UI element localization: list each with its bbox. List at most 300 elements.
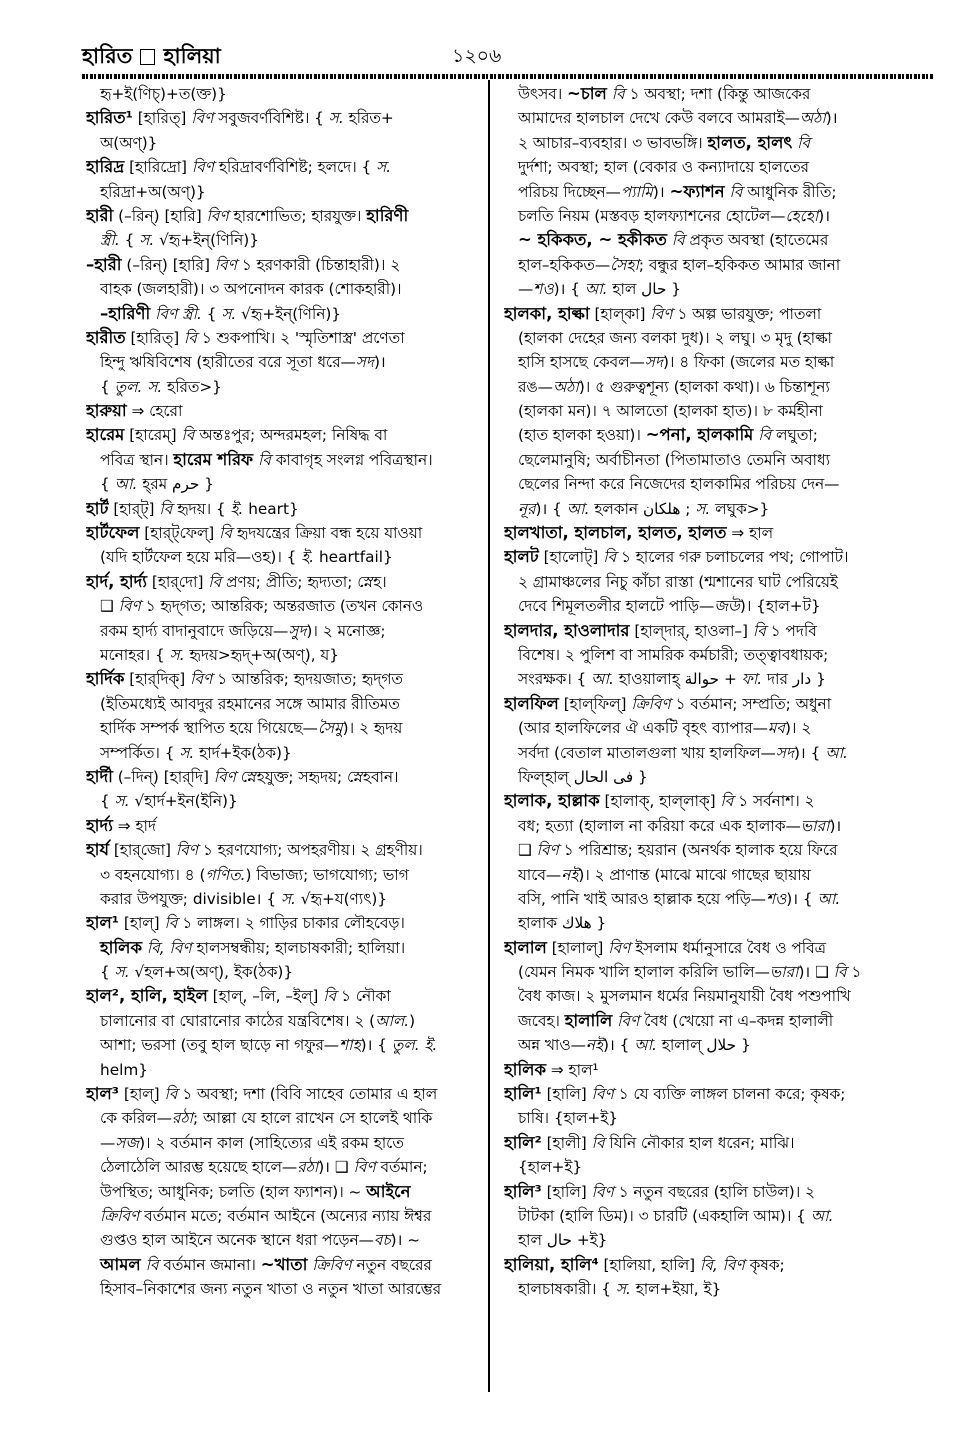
entry-line [86,423,484,447]
grammar-label: স. [221,304,237,323]
grammar-label: স. [169,645,185,664]
definition-text: (যেমন নিমক খালি হালাল করিলি ভালি— [518,963,770,982]
definition-text: বৈধ (খেয়ো না এ–কদন্ন হালালী [639,1011,834,1030]
definition-text: (ইতিমধ্যেই আবদুর রহমানের সঙ্গে আমার রীতিমত [100,694,400,713]
separator-box-icon [140,49,155,65]
definition-text: [হারিদ্রো] [124,158,192,177]
definition-text: )। [652,182,670,201]
definition-text: )। [825,109,838,128]
grammar-label: স. [328,109,344,128]
entry-continuation-line [504,1204,936,1228]
definition-text: ২ গ্রামাঞ্চলের নিচু কাঁচা রাস্তা (শ্মশানের ঘাট পেরিয়েই [518,572,838,591]
definition-text: [হালাক্, হাল্‌লাক্] [599,792,721,811]
entry-line [86,253,484,277]
grammar-label: আ. [114,475,138,494]
headword: হারিত¹ [86,108,133,128]
headword: হালিক [504,1059,547,1079]
grammar-label: ক্রিবিণ [312,1255,352,1274]
definition-text: { [100,475,115,494]
definition-text: [হারেম্] [124,426,182,445]
grammar-label: জউ [714,597,740,616]
definition-text: )। [818,206,831,225]
first-headword: হারিত [82,44,133,68]
grammar-label: বি [181,426,195,445]
grammar-label: সৈমু [317,719,343,738]
definition-text: ৩ বহনযোগ্য। ৪ ( [100,865,206,884]
entry-continuation-line [504,1277,936,1301]
definition-text: চালানোর বা ঘোরানোর কাঠের যন্ত্রবিশেষ। ২ ( [100,1011,376,1030]
headword: হালদার, হাওলাদার [504,620,630,640]
entry-line [86,497,484,521]
entry-line [504,1253,936,1277]
definition-text: )। { [360,1036,392,1055]
definition-text: )। {হাল+ট} [739,597,821,616]
grammar-label: আ. [566,499,590,518]
definition-text: ⇒ হেরো [126,402,183,421]
grammar-label: বিণ [617,1011,640,1030]
entry-continuation-line [504,277,936,301]
definition-text: বিশেষ। ২ পুলিশ বা সামরিক কর্মচারী; তত্ত্বাবধায়ক; [518,645,829,664]
definition-text: হলকান هلكان ; [589,499,696,518]
definition-text: বসি, পানি খাই আরও হাল্লাক হয়ে পড়ি— [518,889,766,908]
entry-line [86,911,484,935]
definition-text: [হালি] [541,1182,592,1201]
entry-continuation-line [504,814,936,838]
entry-line [504,936,936,960]
entry-continuation-line [504,131,936,155]
entry-continuation-line [504,253,936,277]
grammar-label: বিণ [353,1158,376,1177]
grammar-label: শাহ [339,1036,361,1055]
definition-text: ১ নতুন বছরের (হালি চাউল)। ২ [613,1182,815,1201]
definition-text: ❑ [518,841,537,860]
grammar-label: শও [533,280,554,299]
grammar-label: বচ [373,1231,391,1250]
entry-continuation-line [86,716,484,740]
definition-text: ২ আচার–ব্যবহার। ৩ ভাবভঙ্গি। [518,133,708,152]
running-head [82,40,221,75]
headword: ~পনা, হালকামি [645,425,754,445]
grammar-label: ভারা [769,963,799,982]
entry-continuation-line [86,1180,484,1204]
grammar-label: ক্রিবিণ [100,1206,140,1225]
grammar-label: বিণ [175,841,198,860]
headword: হারেম [86,425,125,445]
definition-text: অন্ন খাও— [518,1036,586,1055]
headword: হালি² [504,1132,542,1152]
definition-text: বর্তমান; [375,1158,428,1177]
definition-text: হরিত>} [162,377,222,396]
definition-text: গুপ্তও হাল আইনে অনেক স্থানে ধরা পড়েন— [100,1231,374,1250]
definition-text: )। ২ মনোজ্ঞ; [306,621,386,640]
definition-text: [হারিত্] [125,328,185,347]
definition-text: ⇒ হাল [726,524,773,543]
entry-continuation-line [86,594,484,618]
definition-text: ঠেলাঠেলি আরম্ভ হয়েছে হালে— [100,1158,298,1177]
headword: হারেম শরিফ [173,449,254,469]
headword: হালট [504,547,539,567]
entry-continuation-line [86,448,484,472]
definition-text: )। { [602,1036,635,1055]
headword: হার্দ্য [86,815,113,835]
definition-text: [হালোট্] [538,548,604,567]
definition-text: (–দিন্) [হার্‌দি] [112,767,214,786]
definition-text: helm} [100,1060,148,1079]
grammar-label: বি [591,1133,605,1152]
definition-text: ছেলেমানুষি; অর্বাচীনতা (পিতামাতাও তেমনি অবাধ্য [518,450,831,469]
definition-text: [হার্‌ট্‌ফেল্] [139,524,220,543]
definition-text: ১ হরণকারী (চিন্তাহারী)। ২ [236,255,401,274]
grammar-label: বি [833,963,847,982]
definition-text: ১ হৃদ্‌গত; আন্তরিক; অন্তরজাত (তখন কোনও [140,597,424,616]
definition-text: ১ অল্প ভারযুক্ত; পাতলা [672,304,822,323]
definition-text: [হাল্‌কা] [589,304,651,323]
grammar-label: বিণ [191,158,215,177]
headword: ~ হকিকত, ~ হকীকত [518,230,667,250]
definition-text: √হৃ+ইন্(ণিনি)} [236,304,342,323]
definition-text: লঘুতা; [771,426,818,445]
entry-continuation-line [86,375,484,399]
definition-text: ) [409,1011,416,1030]
grammar-label: রঠা [297,1158,319,1177]
headword: –হারী [86,254,122,274]
definition-text: ১ হরণযোগ্য; অপহরণীয়। ২ গ্রহণীয়। [198,841,423,860]
headword: হালালি [564,1010,613,1030]
entry-line [86,399,484,423]
entry-line [504,692,936,716]
grammar-label: বি [671,231,685,250]
definition-text: { [100,792,115,811]
entry-continuation-line [504,911,936,935]
definition-text: )। ২ [784,719,812,738]
grammar-label: বি, বিণ [146,938,192,957]
entry-continuation-line [86,472,484,496]
entry-line [504,302,936,326]
grammar-label: আ. [810,1206,834,1225]
entry-line [504,1131,936,1155]
grammar-label: বিণ [213,767,236,786]
entry-continuation-line [504,350,936,374]
grammar-label: আ. [817,889,841,908]
headword: ~চাল [567,84,607,103]
headword: হাল¹ [86,913,119,933]
definition-text: জবেহ। [518,1011,565,1030]
definition-text: সম্পর্কিত। { [100,743,180,762]
headword: হালিয়া, হালি⁴ [504,1254,599,1274]
definition-text: ১ লাঙ্গল। ২ গাড়ির চাকার লৌহবেড়। [177,914,405,933]
grammar-label: আ. [584,280,608,299]
entry-continuation-line [86,131,484,155]
headword: হার্ট [86,498,109,518]
headword: হালকা, হাল্কা [504,303,590,323]
definition-text: বাহক (জলহারী)। ৩ অপনোদন কারক (শোকহারী)। [100,280,402,299]
grammar-label: বিণ [591,1182,614,1201]
definition-text: হালাল্ حلال } [656,1036,751,1055]
entry-continuation-line [86,302,484,326]
definition-text: হালসম্বন্ধীয়; হালচাষকারী; হালিয়া। [191,938,406,957]
definition-text: হাল حال } [607,280,682,299]
grammar-label: বি [164,1085,178,1104]
entry-continuation-line [504,716,936,740]
definition-text: ১ পদবি [765,621,817,640]
grammar-label: অঠা [799,109,826,128]
entry-continuation-line [504,741,936,765]
headword: হালিক [100,937,143,957]
definition-text: কে করিল— [100,1109,172,1128]
entry-continuation-line [86,789,484,813]
entry-continuation-line [86,277,484,301]
definition-text: প্রণয়; প্রীতি; হৃদ্যতা; স্নেহ। [221,572,387,591]
definition-text: )। ❑ [798,963,834,982]
definition-text: বর্তমান মতে; বর্তমান আইনে (অন্যের ন্যায় ঈশ্বর [139,1206,432,1225]
headword: –হারিণী [100,303,151,323]
entry-continuation-line [86,1106,484,1130]
definition-text: সংরক্ষক। { [518,670,592,689]
entry-line [86,326,484,350]
definition-text: ⇒ হাল¹ [546,1060,599,1079]
definition-text: দুর্দশা; অবস্থা; হাল (বেকার ও কন্যাদায়ে হালতের [518,158,809,177]
right-column [504,82,936,1302]
definition-text: )। ৫ গুরুত্বশূন্য (হালকা কথা)। ৬ চিন্তাশূন্য [578,377,830,396]
definition-text: √হার্দ+ইন(ইনি)} [129,792,238,811]
grammar-label: বি [611,85,625,103]
definition-text: হারশোভিত; হারযুক্ত। [228,206,367,225]
last-headword: হালিয়া [163,44,221,68]
entry-line [504,1180,936,1204]
grammar-label: ই. [230,499,244,518]
entry-continuation-line [504,960,936,984]
grammar-label: নই [561,865,579,884]
definition-text: )। { [553,280,585,299]
entry-line [86,204,484,228]
definition-text: যাবে— [518,865,562,884]
headword: হালাল [504,937,547,957]
entry-line [504,545,936,569]
grammar-label: অঠা [552,377,579,396]
definition-text: দেবে শিমূলতলীর হালটে পাড়ি— [518,597,715,616]
entry-line [504,789,936,813]
entry-continuation-line [504,1106,936,1130]
definition-text: হিসাব–নিকাশের জন্য নতুন খাতা ও নতুন খাতা আরম্ভের [100,1280,442,1299]
grammar-label: বিণ [650,304,673,323]
grammar-label: বি [164,914,178,933]
grammar-label: বিণ [190,670,213,689]
grammar-label: বি, বিণ [700,1255,745,1274]
definition-text: বধ; হত্যা (হালাল না করিয়া করে এক হালাক— [518,816,801,835]
grammar-label: মব [767,719,785,738]
grammar-label: স. [179,743,195,762]
grammar-label: ই. [301,548,315,567]
definition-text: { [100,377,115,396]
headword: আমল [100,1254,141,1274]
entry-continuation-line [504,180,936,204]
left-column [86,82,484,1302]
grammar-label: সদ [644,353,663,372]
definition-text: (–রিন্) [হারি] [121,255,215,274]
definition-text: কাবাগৃহ সংলগ্ন পবিত্রস্থান। [270,450,433,469]
definition-text: হিন্দু ঋষিবিশেষ (হারীতের বরে সূতা ধরে— [100,353,356,372]
entry-line [86,570,484,594]
grammar-label: সুদ [288,621,307,640]
definition-text: { [119,231,140,250]
definition-text: { [201,304,222,323]
definition-text: নতুন বছরের [351,1255,432,1274]
definition-text: হাল حال +ই} [518,1231,608,1250]
headword: হালত, হালৎ [707,132,793,152]
grammar-label: বিণ [118,597,141,616]
definition-text: heart} [243,499,299,518]
definition-text: লঘুক>} [710,499,770,518]
entry-continuation-line [504,497,936,521]
definition-text: উপস্থিত; আধুনিক; চলতি (হাল ফ্যাশন)। ~ [100,1182,367,1201]
grammar-label: ভারা [800,816,830,835]
grammar-label: বি [219,524,232,543]
definition-text: )। { [786,889,818,908]
headword: হার্দিক [86,669,125,689]
definition-text: [হাল্, –লি, –ইল্] [207,987,324,1006]
entry-continuation-line [504,1009,936,1033]
headword: হার্য [86,840,109,860]
entry-continuation-line [504,984,936,1008]
definition-text: হার্দিক সম্পর্ক স্থাপিত হয়ে গিয়েছে— [100,719,318,738]
headword: হালফিল [504,693,559,713]
column-divider [488,80,490,1392]
entry-continuation-line [504,667,936,691]
definition-text: ১ অবস্থা; দশা (কিন্তু আজকের [624,85,811,103]
entry-continuation-line [86,1033,484,1057]
definition-text: ; আল্লা যে হালে রাখেন সে হালেই থাকি [193,1109,433,1128]
definition-text: হ্‌রম حرم } [137,475,214,494]
headword: হালি³ [504,1181,542,1201]
definition-text: কৃষক; [744,1255,785,1274]
entry-continuation-line [86,1155,484,1179]
definition-text: ) বিভাজ্য; ভাগযোগ্য; ভাগ [245,865,409,884]
definition-text: প্রকৃত অবস্থা (হাতেমের [684,231,829,250]
definition-text: ১ আন্তরিক; হৃদয়জাত; হৃদ্‌গত [212,670,403,689]
definition-text: ১ নৌকা [336,987,391,1006]
definition-text: উৎসব। [518,85,568,103]
headword: হারীত [86,327,126,347]
grammar-label: গণিত. [205,865,246,884]
definition-text: সর্বদা (বেতাল মাতালগুলা খায় হালফিল— [518,743,776,762]
definition-text: — [518,280,534,299]
grammar-label: স. [280,889,296,908]
entry-continuation-line [504,594,936,618]
definition-text: অন্তঃপুর; অন্দরমহল; নিষিদ্ধ বা [194,426,388,445]
definition-text: [হালি] [541,1085,592,1104]
definition-text: [হার্‌জো] [108,841,176,860]
headword: আইনে [366,1181,411,1201]
definition-text: পরিচয় দিচ্ছেন— [518,182,621,201]
definition-text: টাটকা (হালি ডিম)। ৩ চারটি (একহালি আম)। { [518,1206,811,1225]
grammar-label: রঠা [171,1109,193,1128]
headword: হারিদ্র [86,157,125,177]
grammar-label: বি [752,621,766,640]
entry-line [86,667,484,691]
entry-continuation-line [86,1131,484,1155]
headword: হালখাতা, হালচাল, হালত, হালত [504,523,727,543]
grammar-label: বিণ স্ত্রী. [155,304,202,323]
definition-text: ⇒ হার্দ [112,816,156,835]
definition-text: যিনি নৌকার হাল ধরেন; মাঝি। [604,1133,795,1152]
entry-continuation-line [86,643,484,667]
definition-text: [হার্‌দো] [147,572,209,591]
definition-text: চলতি নিয়ম (মস্তবড় হালফ্যাশনের হোটেল— [518,206,786,225]
grammar-label: বি [797,133,810,152]
definition-text: )। [373,353,386,372]
definition-text: ১ বর্তমান; সম্প্রতি; অধুনা [670,694,832,713]
definition-text: বর্তমান জমানা। [158,1255,261,1274]
definition-text: )। ❑ [318,1158,354,1177]
definition-text: অ(অণ্)} [100,133,158,152]
definition-text: হৃদয়>হৃদ্+অ(অণ্), য} [184,645,339,664]
entry-continuation-line [504,228,936,252]
entry-continuation-line [504,643,936,667]
entry-continuation-line [86,350,484,374]
entry-line [86,814,484,838]
definition-text: আমাদের হালচাল দেখে কেউ বলবে আমরাই— [518,109,800,128]
grammar-label: সৈহা [610,255,639,274]
definition-text: হরিত+ [343,109,394,128]
entry-continuation-line [86,960,484,984]
headword: হারিণী [366,205,409,225]
entry-continuation-line [504,887,936,911]
entry-continuation-line [86,1204,484,1228]
entry-line [86,1082,484,1106]
entry-continuation-line [86,228,484,252]
entry-continuation-line [86,1228,484,1252]
definition-text: হৃ+ই(ণিচ্)+ত(ক্ত)} [100,85,227,103]
definition-text: )। ৪ ফিকা (জলের মত হাল্কা [662,353,835,372]
entry-continuation-line [86,1058,484,1082]
definition-text: [হালাল্] [546,938,609,957]
grammar-label: স. [376,158,392,177]
grammar-label: বি [257,450,271,469]
entry-continuation-line [504,82,936,106]
definition-text: (হালকা দেহের জন্য বলকা দুধ)। ২ লঘু। ৩ মৃদু (হাল্কা [518,328,832,347]
definition-text: বৈধ কাজ। ২ মুসলমান ধর্মের নিয়মানুযায়ী বৈধ পশুপাখি [518,987,851,1006]
grammar-label: বিণ [608,938,631,957]
entry-line [86,765,484,789]
entry-continuation-line [504,1033,936,1057]
definition-text: দার دار } [762,670,826,689]
grammar-label: সজ [115,1133,140,1152]
definition-text: হাওয়ালাহ্ حوالة + [613,670,742,689]
grammar-label: বি [758,426,772,445]
definition-text: [হার্‌দিক্] [124,670,191,689]
grammar-label: বিণ [191,109,214,128]
definition-text: রঙ— [518,377,553,396]
grammar-label: স. [114,963,130,982]
entry-continuation-line [86,619,484,643]
entry-line [86,155,484,179]
entry-continuation-line [504,399,936,423]
entry-continuation-line [504,448,936,472]
definition-text: — [100,1133,116,1152]
entry-continuation-line [504,155,936,179]
definition-text: √হল+অ(অণ্), ইক(ঠক)} [129,963,294,982]
entry-continuation-line [86,1253,484,1277]
definition-text: হরিদ্রা+অ(অণ্)} [100,182,206,201]
grammar-label: স. [114,792,130,811]
definition-text: সবুজবর্ণবিশিষ্ট। { [213,109,329,128]
definition-text: হাসি হাসছে কেবল— [518,353,645,372]
entry-line [86,106,484,130]
grammar-label: বিণ [214,255,237,274]
definition-text: হার্দ+ইক(ঠক)} [194,743,292,762]
definition-text: √হৃ+য(ণ্যৎ)} [295,889,388,908]
page-header [82,40,942,76]
